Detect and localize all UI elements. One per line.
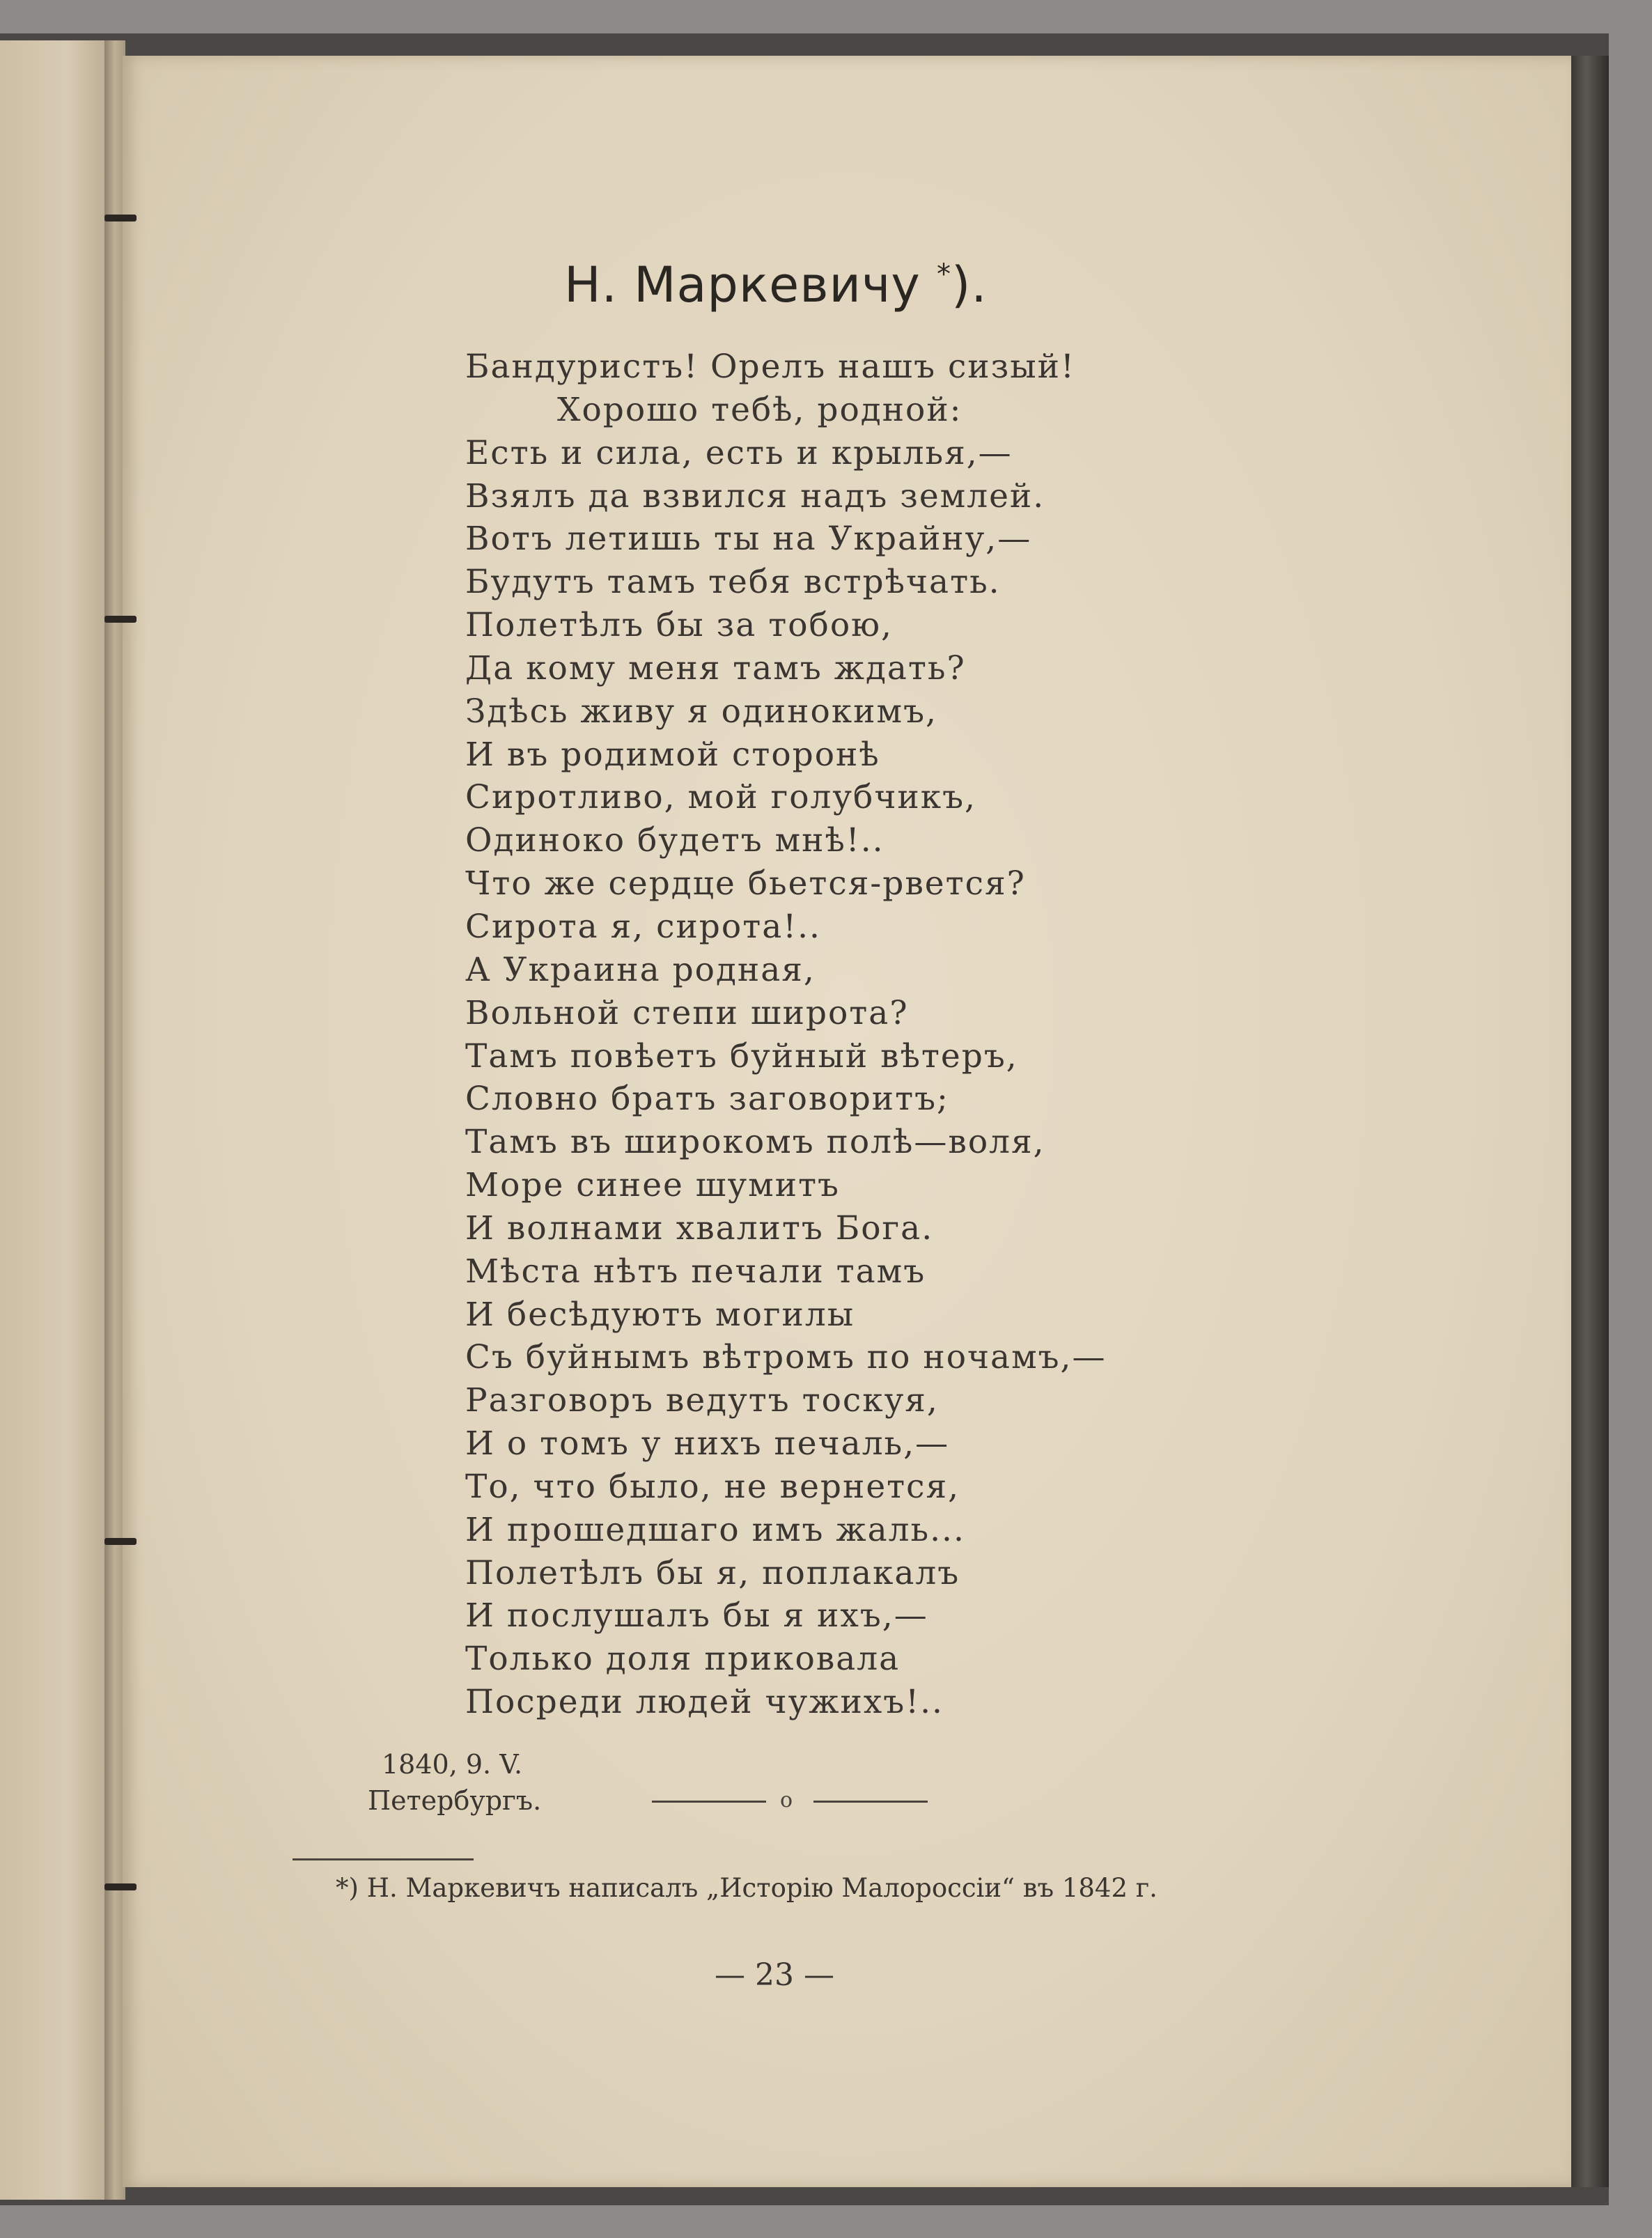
- poem-line: Да кому меня тамъ ждать?: [465, 648, 966, 687]
- end-ornament-circle: o: [780, 1788, 793, 1812]
- poem-line: И послушалъ бы я ихъ,—: [465, 1596, 928, 1635]
- poem-line: Разговоръ ведутъ тоскуя,: [465, 1381, 939, 1420]
- footnote: *) Н. Маркевичъ написалъ „Исторію Малороссіи“ въ 1842 г.: [336, 1873, 1158, 1903]
- poem-line: И о томъ у нихъ печаль,—: [465, 1424, 950, 1463]
- page-number: — 23 —: [715, 1957, 834, 1993]
- poem-line: И прошедшаго имъ жаль...: [465, 1510, 965, 1549]
- poem-line: Будутъ тамъ тебя встрѣчать.: [465, 563, 1001, 602]
- binding-stitch: [104, 215, 137, 222]
- poem-line: Сиротливо, мой голубчикъ,: [465, 778, 976, 817]
- poem-line: Море синее шумитъ: [465, 1166, 840, 1205]
- poem-line: Одиноко будетъ мнѣ!..: [465, 821, 885, 860]
- end-ornament-rule-left: [652, 1801, 766, 1803]
- footnote-divider: [293, 1858, 474, 1860]
- poem-line: Есть и сила, есть и крылья,—: [465, 433, 1013, 472]
- poem-line: Полетѣлъ бы за тобою,: [465, 606, 893, 645]
- poem-line: Тамъ повѣетъ буйный вѣтеръ,: [465, 1036, 1018, 1075]
- poem-line: Взялъ да взвился надъ землей.: [465, 476, 1045, 515]
- poem-line: И въ родимой сторонѣ: [465, 735, 880, 774]
- poem-line: Посреди людей чужихъ!..: [465, 1683, 944, 1722]
- poem-line: Съ буйнымъ вѣтромъ по ночамъ,—: [465, 1338, 1107, 1377]
- title-end: ).: [951, 256, 988, 313]
- poem-line: И бесѣдуютъ могилы: [465, 1295, 855, 1334]
- poem-line: Вотъ летишь ты на Украйну,—: [465, 520, 1032, 559]
- poem-line: То, что было, не вернется,: [465, 1467, 960, 1506]
- book-cover-edge: [1571, 56, 1609, 2187]
- poem-line: И волнами хвалитъ Бога.: [465, 1209, 934, 1248]
- poem-line: Вольной степи широта?: [465, 993, 909, 1032]
- poem-title: [564, 256, 1017, 313]
- binding-stitch: [104, 1538, 137, 1545]
- poem-line: Только доля приковала: [465, 1640, 901, 1679]
- poem-line: Здѣсь живу я одинокимъ,: [465, 692, 937, 731]
- poem-line: Хорошо тебѣ, родной:: [557, 390, 963, 429]
- binding-stitch: [104, 1883, 137, 1890]
- poem-line: А Украина родная,: [465, 950, 816, 989]
- poem-date: 1840, 9. V.: [382, 1749, 523, 1780]
- poem-place: Петербургъ.: [368, 1785, 542, 1816]
- poem-line: Тамъ въ широкомъ полѣ—воля,: [465, 1123, 1045, 1162]
- poem-line: Мѣста нѣтъ печали тамъ: [465, 1252, 926, 1291]
- title-text: Н. Маркевичу: [564, 256, 921, 313]
- end-ornament-rule-right: [813, 1801, 928, 1803]
- footnote-marker: *: [937, 258, 952, 290]
- left-page-edge: [0, 40, 111, 2200]
- poem-line: Бандуристъ! Орелъ нашъ сизый!: [465, 348, 1075, 386]
- binding-stitch: [104, 616, 137, 623]
- poem-line: Словно братъ заговоритъ;: [465, 1080, 949, 1119]
- poem-line: Сирота я, сирота!..: [465, 907, 821, 946]
- poem-body: [465, 345, 1231, 1724]
- poem-line: Что же сердце бьется-рвется?: [465, 864, 1026, 903]
- poem-line: Полетѣлъ бы я, поплакалъ: [465, 1553, 960, 1592]
